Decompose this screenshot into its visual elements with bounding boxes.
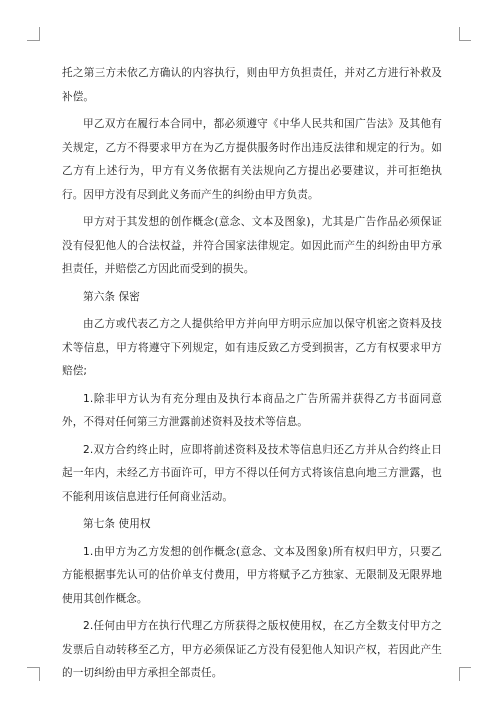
paragraph-advertising-law: 甲乙双方在履行本合同中，都必须遵守《中华人民共和国广告法》及其他有关规定，乙方不得要求甲方在为乙方提供服务时作出违反法律和规定的行为。如乙方有上述行为，甲方有义务依据有关法规向乙方提出必要建议，并可拒绝执行。因甲方没有尽到此义务而产生的纠纷由甲方负责。	[62, 118, 442, 201]
paragraph-confidential-clause-1: 1.除非甲方认为有充分理由及执行本商品之广告所需并获得乙方书面同意外，不得对任何第三方泄露前述资料及技术等信息。	[62, 392, 442, 428]
section-heading-confidentiality: 第六条 保密	[83, 290, 140, 303]
crop-mark-bottom-left-h	[27, 667, 39, 668]
crop-mark-top-right-h	[459, 40, 471, 41]
crop-mark-top-left-h	[27, 40, 39, 41]
paragraph-continuation: 托之第三方未依乙方确认的内容执行，则由甲方负担责任，并对乙方进行补救及补偿。	[62, 67, 442, 103]
section-heading-usage-rights: 第七条 使用权	[83, 518, 151, 530]
crop-mark-bottom-right-v	[459, 667, 460, 681]
document-body	[62, 62, 442, 686]
crop-mark-bottom-right-h	[459, 667, 471, 668]
paragraph-usage-clause-2: 2.任何由甲方在执行代理乙方所获得之版权使用权，在乙方全数支付甲方之发票后自动转移至乙方，甲方必须保证乙方没有侵犯他人知识产权，若因此产生的一切纠纷由甲方承担全部责任。	[62, 620, 442, 679]
paragraph-confidential-clause-2: 2.双方合约终止时，应即将前述资料及技术等信息归还乙方并从合约终止日起一年内，未经乙方书面许可，甲方不得以任何方式将该信息向地三方泄露，也不能利用该信息进行任何商业活动。	[62, 443, 442, 503]
crop-mark-top-left-v	[39, 27, 40, 41]
paragraph-creative-rights: 甲方对于其发想的创作概念(意念、文本及图象)，尤其是广告作品必须保证没有侵犯他人的合法权益，并符合国家法律规定。如因此而产生的纠纷由甲方承担责任，并赔偿乙方因此而受到的损失。	[62, 216, 442, 275]
crop-mark-top-right-v	[459, 27, 460, 41]
paragraph-usage-clause-1: 1.由甲方为乙方发想的创作概念(意念、文本及图象)所有权归甲方，只要乙方能根据事先认可的估价单支付费用，甲方将赋予乙方独家、无限制及无限界地使用其创作概念。	[62, 545, 442, 605]
paragraph-confidential-info: 由乙方或代表乙方之人提供给甲方并向甲方明示应加以保守机密之资料及技术等信息，甲方将遵守下列规定，如有违反致乙方受到损害，乙方有权要求甲方赔偿;	[62, 318, 442, 377]
crop-mark-bottom-left-v	[39, 667, 40, 681]
